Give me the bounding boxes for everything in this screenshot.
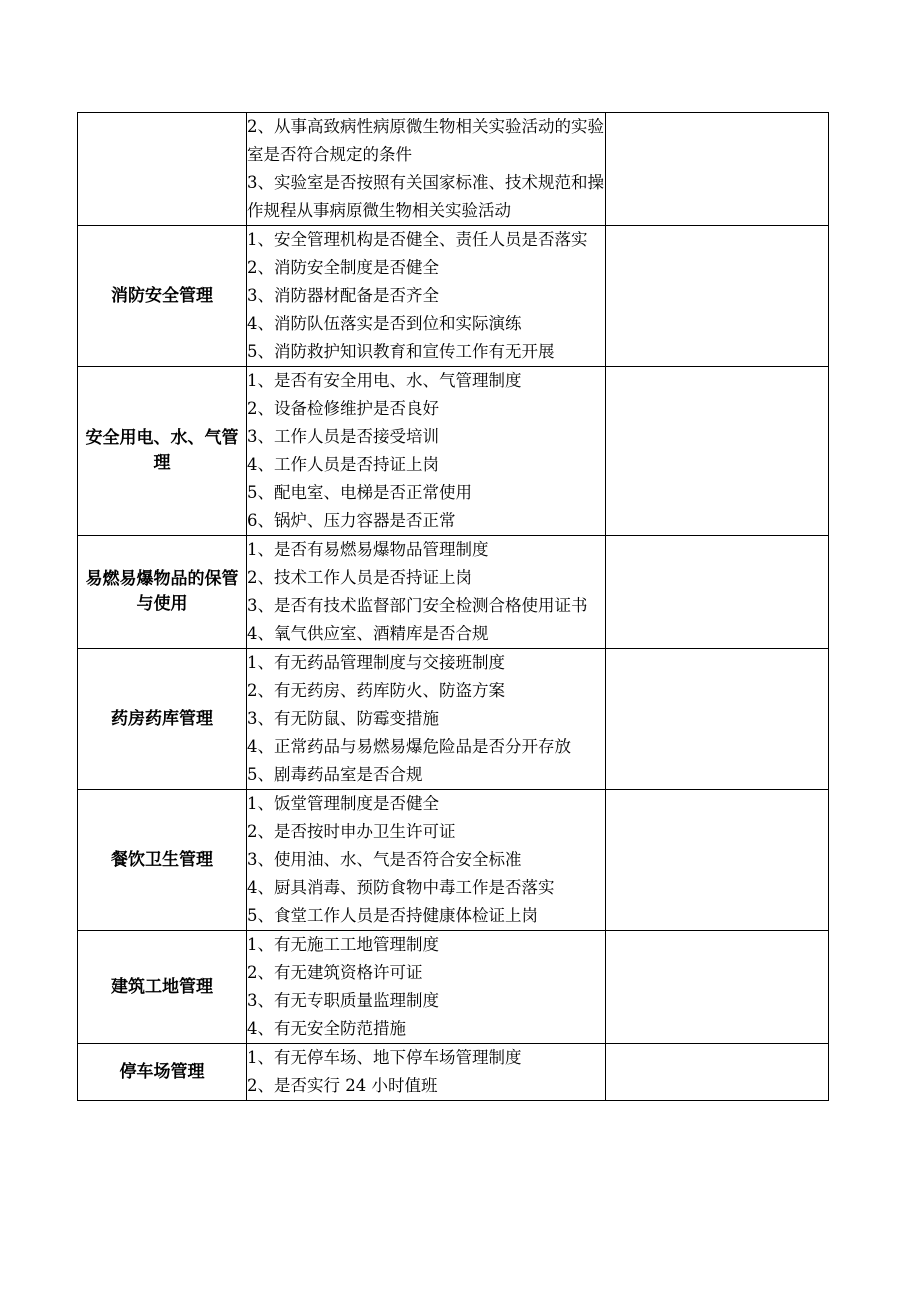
check-items-cell	[247, 536, 606, 649]
check-item: 4、厨具消毒、预防食物中毒工作是否落实	[247, 878, 555, 897]
check-item: 2、消防安全制度是否健全	[247, 258, 439, 277]
check-items-cell	[247, 931, 606, 1044]
check-item: 2、从事高致病性病原微生物相关实验活动的实验室是否符合规定的条件	[247, 117, 604, 164]
check-item: 1、有无停车场、地下停车场管理制度	[247, 1048, 522, 1067]
check-item: 2、是否按时申办卫生许可证	[247, 822, 456, 841]
category-cell: 建筑工地管理	[78, 931, 247, 1044]
check-items-cell	[247, 367, 606, 536]
remarks-cell[interactable]	[606, 649, 829, 790]
check-item: 2、设备检修维护是否良好	[247, 399, 439, 418]
inspection-table	[77, 112, 829, 1101]
check-item: 2、技术工作人员是否持证上岗	[247, 568, 472, 587]
table-row	[78, 1044, 829, 1101]
check-item: 3、是否有技术监督部门安全检测合格使用证书	[247, 596, 588, 615]
check-item: 5、食堂工作人员是否持健康体检证上岗	[247, 906, 538, 925]
check-items-cell	[247, 113, 606, 226]
check-item: 5、配电室、电梯是否正常使用	[247, 483, 472, 502]
check-item: 2、是否实行 24 小时值班	[247, 1076, 438, 1095]
inspection-table-body	[78, 113, 829, 1101]
check-items-cell	[247, 1044, 606, 1101]
category-cell: 易燃易爆物品的保管与使用	[78, 536, 247, 649]
remarks-cell[interactable]	[606, 790, 829, 931]
table-row	[78, 226, 829, 367]
table-row	[78, 113, 829, 226]
check-item: 4、工作人员是否持证上岗	[247, 455, 439, 474]
table-row	[78, 536, 829, 649]
table-row	[78, 649, 829, 790]
check-item: 1、饭堂管理制度是否健全	[247, 794, 439, 813]
check-item: 3、有无专职质量监理制度	[247, 991, 439, 1010]
table-row	[78, 931, 829, 1044]
category-cell: 消防安全管理	[78, 226, 247, 367]
table-row	[78, 367, 829, 536]
remarks-cell[interactable]	[606, 1044, 829, 1101]
remarks-cell[interactable]	[606, 536, 829, 649]
category-cell	[78, 113, 247, 226]
remarks-cell[interactable]	[606, 367, 829, 536]
check-item: 3、实验室是否按照有关国家标准、技术规范和操作规程从事病原微生物相关实验活动	[247, 173, 604, 220]
category-cell: 餐饮卫生管理	[78, 790, 247, 931]
table-row	[78, 790, 829, 931]
check-item: 4、氧气供应室、酒精库是否合规	[247, 624, 489, 643]
check-item: 5、消防救护知识教育和宣传工作有无开展	[247, 342, 555, 361]
check-item: 4、有无安全防范措施	[247, 1019, 406, 1038]
check-item: 1、是否有安全用电、水、气管理制度	[247, 371, 522, 390]
check-item: 3、消防器材配备是否齐全	[247, 286, 439, 305]
check-item: 1、有无施工工地管理制度	[247, 935, 439, 954]
check-item: 1、安全管理机构是否健全、责任人员是否落实	[247, 230, 588, 249]
check-item: 2、有无药房、药库防火、防盗方案	[247, 681, 505, 700]
category-cell: 停车场管理	[78, 1044, 247, 1101]
check-item: 3、使用油、水、气是否符合安全标准	[247, 850, 522, 869]
check-item: 1、是否有易燃易爆物品管理制度	[247, 540, 489, 559]
category-cell: 药房药库管理	[78, 649, 247, 790]
check-items-cell	[247, 790, 606, 931]
check-item: 3、工作人员是否接受培训	[247, 427, 439, 446]
check-item: 3、有无防鼠、防霉变措施	[247, 709, 439, 728]
remarks-cell[interactable]	[606, 931, 829, 1044]
remarks-cell[interactable]	[606, 226, 829, 367]
remarks-cell[interactable]	[606, 113, 829, 226]
check-items-cell	[247, 226, 606, 367]
check-items-cell	[247, 649, 606, 790]
check-item: 4、消防队伍落实是否到位和实际演练	[247, 314, 522, 333]
check-item: 5、剧毒药品室是否合规	[247, 765, 423, 784]
check-item: 4、正常药品与易燃易爆危险品是否分开存放	[247, 737, 571, 756]
check-item: 6、锅炉、压力容器是否正常	[247, 511, 456, 530]
category-cell: 安全用电、水、气管理	[78, 367, 247, 536]
check-item: 2、有无建筑资格许可证	[247, 963, 423, 982]
check-item: 1、有无药品管理制度与交接班制度	[247, 653, 505, 672]
